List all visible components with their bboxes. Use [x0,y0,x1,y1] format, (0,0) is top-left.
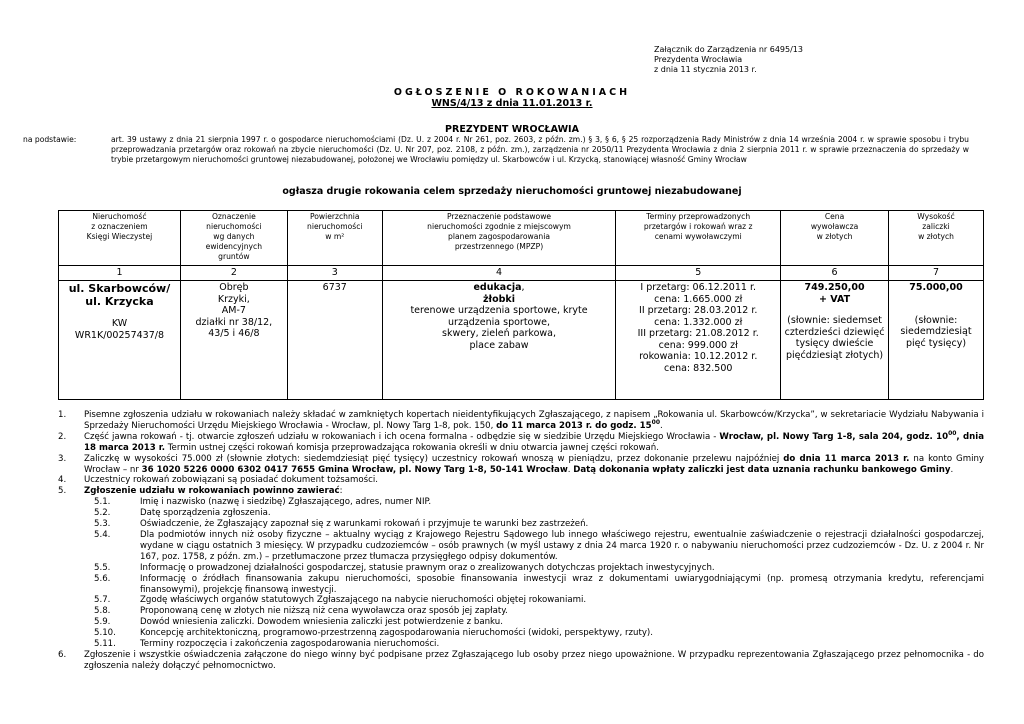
property-table [58,210,984,400]
street-name: ul. Skarbowców/ [68,282,171,295]
header-cell-area: Powierzchnia nieruchomości w m² [287,211,382,266]
document-number: WNS/4/13 z dnia 11.01.2013 r. [431,98,593,109]
starting-price: 749.250,00 [804,282,865,293]
legal-basis [23,135,973,166]
sub-list-item: 5.6. Informację o źródłach finansowania zakupu nieruchomości, sposobie finansowania inwestycji wraz z dokumentami uwiarygodniającymi (np. promesą otrzymania kredytu, referencjami finansowymi), projekcję finansową inwestycji. [94,573,984,595]
sub-list-item: 5.3. Oświadczenie, że Zgłaszający zapoznał się z warunkami rokowań i przyjmuje te warunki bez zastrzeżeń. [94,519,589,530]
cell-deposit: 75.000,00 (słownie: siedemdziesiąt pięć tysięcy) [889,281,984,400]
cell-designation: Obręb Krzyki, AM-7 działki nr 38/12, 43/5 i 46/8 [180,281,287,400]
list-item: 5. Zgłoszenie udziału w rokowaniach powinno zawierać: [58,486,343,497]
sub-list-item: 5.2. Datę sporządzenia zgłoszenia. [94,508,271,519]
annex-line: Załącznik do Zarządzenia nr 6495/13 [654,45,803,54]
header-cell-dates: Terminy przeprowadzonych przetargów i rokowań wraz z cenami wywoławczymi [616,211,781,266]
deposit-amount: 75.000,00 [909,282,963,293]
annex-line: Prezydenta Wrocławia [654,55,743,64]
column-number: 1 [59,266,181,281]
sub-list-item: 5.8. Proponowaną cenę w złotych nie niższą niż cena wywoławcza oraz sposób jej zapłaty. [94,606,508,617]
sub-list-item: 5.1. Imię i nazwisko (nazwę i siedzibę) Zgłaszającego, adres, numer NIP. [94,497,432,508]
sub-list-item: 5.11. Terminy rozpoczęcia i zakończenia zagospodarowania nieruchomości. [94,639,440,650]
table-header-row [59,211,984,266]
announcement-heading: ogłasza drugie rokowania celem sprzedaży nieruchomości gruntowej niezabudowanej [282,186,742,197]
vat-note: + VAT [819,293,851,305]
column-number: 3 [287,266,382,281]
issuing-authority: PREZYDENT WROCŁAWIA [445,124,579,135]
kw-number: WR1K/00257437/8 [74,329,164,341]
kw-label: KW [111,318,128,329]
cell-area: 6737 [287,281,382,400]
header-cell-property: Nieruchomość z oznaczeniem Księgi Wieczystej [59,211,181,266]
header-cell-price: Cena wywoławcza w złotych [781,211,889,266]
header-cell-purpose: Przeznaczenie podstawowe nieruchomości zgodnie z miejscowym planem zagospodarowania przestrzennego (MPZP) [382,211,616,266]
cell-purpose: edukacja, żłobki terenowe urządzenia sportowe, kryte urządzenia sportowe, skwery, zieleń parkowa, place zabaw [382,281,616,400]
sub-list-item: 5.5. Informację o prowadzonej działalności gospodarczej, statusie prawnym oraz o zrealizowanych dotychczas projektach inwestycyjnych. [94,562,715,573]
document-title: OGŁOSZENIE O ROKOWANIACH [393,87,631,98]
table-row [59,281,984,400]
annex-note [654,45,803,75]
column-number: 6 [781,266,889,281]
column-number: 4 [382,266,616,281]
list-item: 1. Pisemne zgłoszenia udziału w rokowaniach należy składać w zamkniętych kopertach nieidentyfikujących Zgłaszającego, z napisem „Rokowania ul. Skarbowców/Krzycka”, w sekretariacie Wydziału Nabywania i Sprzedaży Nieruchomości Urzędu Miejskiego Wrocławia - Wrocław, pl. Nowy Targ 1-8, pok. 150, do 11 marca 2013 r. do godz. $15^{00}$. [58,410,984,431]
legal-basis-label: na podstawie: [23,135,77,144]
street-name: ul. Krzycka [85,295,154,308]
column-number: 2 [180,266,287,281]
column-number: 7 [889,266,984,281]
header-cell-designation: Oznaczenie nieruchomości wg danych ewidencyjnych gruntów [180,211,287,266]
header-cell-deposit: Wysokość zaliczki w złotych [889,211,984,266]
cell-property [59,281,181,400]
list-item: 6. Zgłoszenie i wszystkie oświadczenia załączone do niego winny być podpisane przez Zgłaszającego lub osoby przez niego upoważnione. W przypadku reprezentowania Zgłaszającego przez pełnomocnika - do zgłoszenia należy dołączyć pełnomocnictwo. [58,649,984,671]
cell-dates: I przetarg: 06.12.2011 r. cena: 1.665.000 zł II przetarg: 28.03.2012 r. cena: 1.332.000 zł III przetarg: 21.08.2012 r. cena: 999.000 zł rokowania: 10.12.2012 r. cena: 832.500 [616,281,781,400]
legal-basis-text: art. 39 ustawy z dnia 21 sierpnia 1997 r. o gospodarce nieruchomościami (Dz. U. z 2004 r. Nr 261, poz. 2603, z późn. zm.) § 3, § 6, § 25 rozporządzenia Rady Ministrów z dnia 14 września 2004 r. w sprawie sposobu i trybu przeprowadzania przetargów oraz rokowań na zbycie nieruchomości (Dz. U. Nr 207, poz. 2108, z późn. zm.), zarządzenia nr 2050/11 Prezydenta Wrocławia z dnia 2 sierpnia 2011 r. w sprawie przeznaczenia do sprzedaży w trybie przetargowym nieruchomości gruntowej niezabudowanej, położonej we Wrocławiu pomiędzy ul. Skarbowców i ul. Krzycką, stanowiącej własność Gminy Wrocław [111,135,969,165]
annex-line: z dnia 11 stycznia 2013 r. [654,65,757,74]
list-item: 3. Zaliczkę w wysokości 75.000 zł (słownie złotych: siedemdziesiąt pięć tysięcy) uczestnicy rokowań wnoszą w pieniądzu, przez dokonanie przelewu najpóźniej do dnia 11 marca 2013 r. na konto Gminy Wrocław – nr 36 1020 5226 0000 6302 0417 7655 Gmina Wrocław, pl. Nowy Targ 1-8, 50-141 Wrocław. Datą dokonania wpłaty zaliczki jest data uznania rachunku bankowego Gminy. [58,453,984,475]
sub-list-item: 5.7. Zgodę właściwych organów statutowych Zgłaszającego na nabycie nieruchomości objętej rokowaniami. [94,595,587,606]
cell-price: 749.250,00 + VAT (słownie: siedemset czterdzieści dziewięć tysięcy dwieście pięćdziesiąt złotych) [781,281,889,400]
sub-list-item: 5.4. Dla podmiotów innych niż osoby fizyczne – aktualny wyciąg z Krajowego Rejestru Sądowego lub innego właściwego rejestru, ewentualnie zaświadczenie o rejestracji działalności gospodarczej, wydane w ciągu ostatnich 3 miesięcy. W przypadku cudzoziemców – osób prawnych (w myśl ustawy z dnia 24 marca 1920 r. o nabywaniu nieruchomości przez cudzoziemców - Dz. U. z 2004 r. Nr 167, poz. 1758, z późn. zm.) – przetłumaczone przez tłumacza przysięgłego odpisy dokumentów. [94,529,984,562]
table-number-row [59,266,984,281]
sub-list-item: 5.9. Dowód wniesienia zaliczki. Dowodem wniesienia zaliczki jest potwierdzenie z banku. [94,617,503,628]
list-item: 2. Część jawna rokowań - tj. otwarcie zgłoszeń udziału w rokowaniach i ich ocena formalna - odbędzie się w siedzibie Urzędu Miejskiego Wrocławia - Wrocław, pl. Nowy Targ 1-8, sala 204, godz. $10^{00}$, dnia 18 marca 2013 r. Termin ustnej części rokowań komisja przeprowadzająca rokowania określi w dniu otwarcia jawnej części rokowań. [58,429,985,453]
conditions-list [58,410,984,672]
list-item: 4. Uczestnicy rokowań zobowiązani są posiadać dokument tożsamości. [58,475,378,486]
column-number: 5 [616,266,781,281]
sub-list-item: 5.10. Koncepcję architektoniczną, programowo-przestrzenną zagospodarowania nieruchomości (widoki, perspektywy, rzuty). [94,628,653,639]
